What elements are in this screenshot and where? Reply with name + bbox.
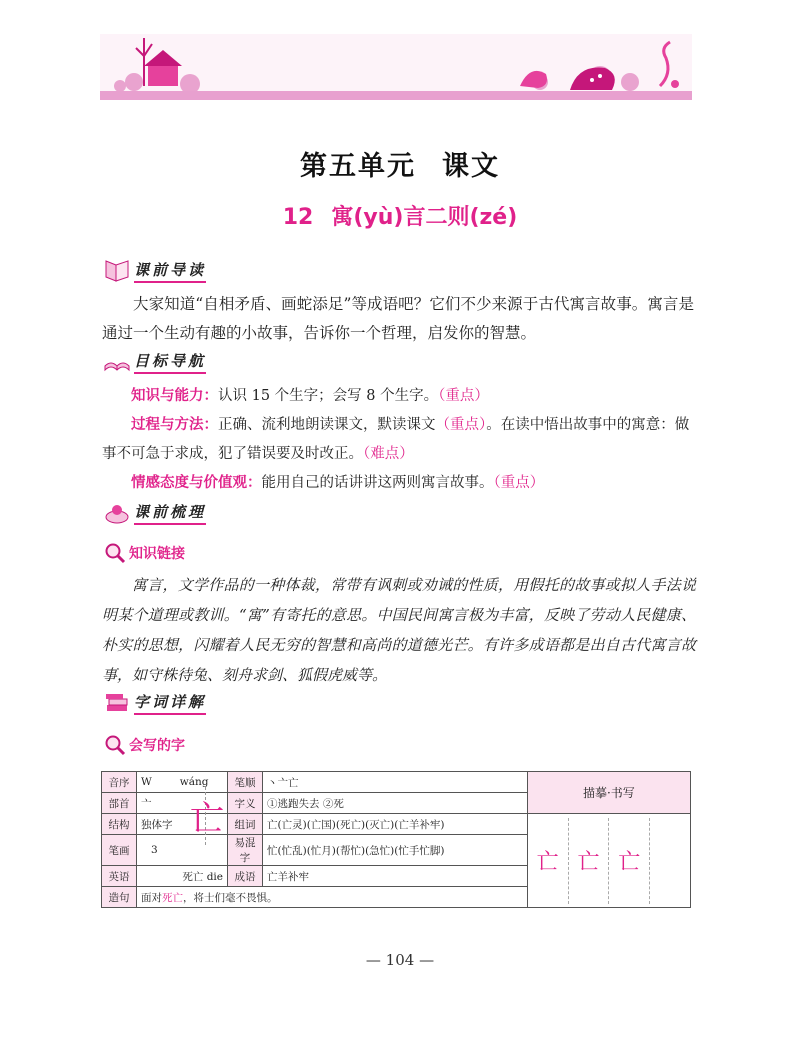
character-table: 音序 W wáng 笔顺 丶亠亡 描摹·书写 部首 亠 字义 ①逃跑失去 ②死 结构 独体字 组词 亡(亡灵)(亡国)(死亡)(灭亡)(亡羊补牢) 亡 亡 亡 笔画 3 易混字 忙(忙乱)(忙月)(帮忙)(急忙)(忙手忙脚) 英语 死亡 die 成语 亡羊补牢 造句 面对死亡，将士们毫不畏惧。 <box>101 771 691 908</box>
magnifier-icon <box>104 734 126 756</box>
subsection-knowledge-link: 知识链接 <box>104 541 185 565</box>
goal-attitude: 情感态度与价值观：能用自己的话讲讲这两则寓言故事。（重点） <box>131 475 545 491</box>
book-icon <box>104 259 130 283</box>
trace-cell[interactable]: 亡 <box>569 818 610 904</box>
lesson-number: 12 <box>282 205 314 230</box>
open-book-icon <box>104 350 130 374</box>
trace-cell-empty[interactable] <box>650 818 690 904</box>
trace-cell[interactable]: 亡 <box>609 818 650 904</box>
trace-heading: 描摹·书写 <box>527 772 690 814</box>
preview-text: 大家知道“自相矛盾、画蛇添足”等成语吧？它们不少来源于古代寓言故事。寓言是通过一个生动有趣的小故事，告诉你一个哲理，启发你的智慧。 <box>102 295 694 342</box>
lesson-name: 寓(yù)言二则(zé) <box>331 205 518 230</box>
section-review-heading: 课前梳理 <box>104 500 206 526</box>
unit-title: 第五单元 课文 <box>300 151 500 182</box>
section-preview-heading: 课前导读 <box>104 258 206 284</box>
knowledge-link-text: 寓言，文学作品的一种体裁，常带有讽刺或劝诫的性质，用假托的故事或拟人手法说明某个道理或教训。“寓”有寄托的意思。中国民间寓言极为丰富，反映了劳动人民健康、朴实的思想，闪耀着人民无穷的智慧和高尚的道德光芒。有许多成语都是出自古代寓言故事，如守株待兔、刻舟求剑、狐假虎威等。 <box>102 576 696 684</box>
trace-cell[interactable]: 亡 <box>528 818 569 904</box>
page-number: — 104 — <box>365 951 435 969</box>
featured-character: 亡 <box>190 799 224 839</box>
goal-knowledge: 知识与能力：认识 15 个生字；会写 8 个生字。（重点） <box>131 388 489 404</box>
example-sentence: 面对死亡，将士们毫不畏惧。 <box>137 887 528 908</box>
section-words-heading: 字词详解 <box>104 690 206 716</box>
section-goals-heading: 目标导航 <box>104 349 206 375</box>
trace-writing-area[interactable] <box>527 814 690 908</box>
bowl-icon <box>104 501 130 525</box>
goal-process: 过程与方法：正确、流利地朗读课文，默读课文（重点）。在读中悟出故事中的寓意：做事不可急于求成，犯了错误要及时改正。（难点） <box>102 417 690 462</box>
subsection-writable-chars: 会写的字 <box>104 733 185 757</box>
magnifier-icon <box>104 542 126 564</box>
lesson-title <box>0 200 800 231</box>
books-stack-icon <box>104 691 130 715</box>
header-divider-bar <box>100 91 692 100</box>
